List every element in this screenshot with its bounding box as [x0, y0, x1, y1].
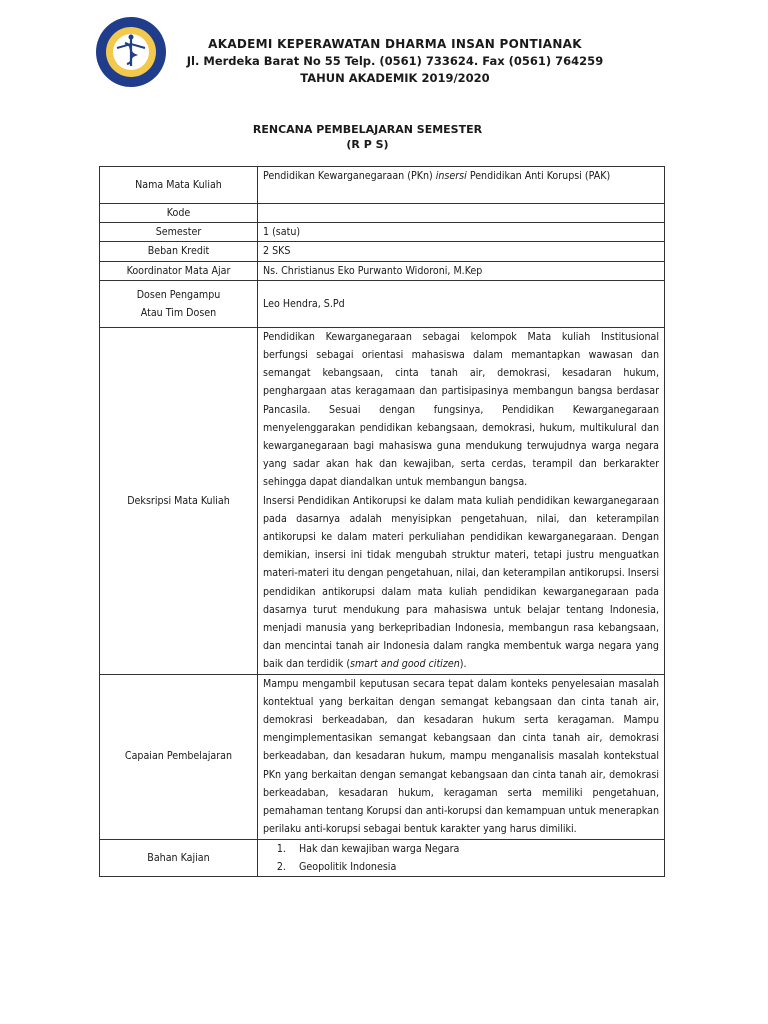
value-bahan-kajian [258, 839, 665, 876]
value-deskripsi [258, 327, 665, 674]
row-deskripsi [100, 327, 665, 674]
course-name-part-1: Pendidikan Kewarganegaraan (PKn) [263, 170, 436, 182]
value-capaian: Mampu mengambil keputusan secara tepat dalam konteks penyelesaian masalah kontektual yang berkaitan dengan semangat kebangsaan dan cinta tanah air, demokrasi berkeadaban, dan kesadaran hukum serta keragaman. Mampu mengimplementasikan semangat kebangsaan dan cinta tanah air, demokrasi berkeadaban, dan kesadaran hukum, mampu menganalisis masalah kontekstual PKn yang berkaitan dengan semangat kebangsaan dan cinta tanah air, demokrasi berkeadaban, kesadaran hukum, keragaman serta memiliki pengetahuan, pemahaman tentang Korupsi dan anti-korupsi dan kemampuan untuk menerapkan perilaku anti-korupsi sebagai bentuk karakter yang harus dimiliki. [258, 674, 665, 839]
row-nama-mata-kuliah [100, 167, 665, 204]
row-beban-kredit [100, 242, 665, 261]
row-dosen-pengampu [100, 280, 665, 327]
label-dosen-pengampu [100, 280, 258, 327]
rps-table [99, 166, 665, 877]
deskripsi-paragraph-1: Pendidikan Kewarganegaraan sebagai kelompok Mata kuliah Institusional berfungsi sebagai orientasi mahasiswa dalam memantapkan wawasan dan semangat kebangsaan, cinta tanah air, demokrasi, kesadaran hukum, penghargaan atas keragamaan dan partisipasinya membangun bangsa berdasar Pancasila. Sesuai dengan fungsinya, Pendidikan Kewarganegaraan menyelenggarakan pendidikan kebangsaan, demokrasi, hukum, multikulural dan kewarganegaraan bagi mahasiswa guna mendukung terwujudnya warga negara yang sadar akan hak dan kewajiban, serta cerdas, terampil dan berkarakter sehingga dapat diandalkan untuk membangun bangsa. [263, 330, 659, 489]
value-nama-mata-kuliah [258, 167, 665, 204]
list-item: 2. Geopolitik Indonesia [289, 858, 659, 876]
course-name-part-2: Pendidikan Anti Korupsi (PAK) [466, 170, 611, 182]
deskripsi-p2-end: ). [459, 658, 467, 671]
label-dosen-line-2: Atau Tim Dosen [140, 306, 217, 319]
label-koordinator: Koordinator Mata Ajar [100, 261, 258, 280]
letterhead [180, 36, 610, 87]
deskripsi-p2-emphasis: smart and good citizen [350, 658, 460, 671]
deskripsi-p2-text: Insersi Pendidikan Antikorupsi ke dalam mata kuliah pendidikan kewarganegaraan pada dasarnya adalah menyisipkan pengetahuan, nilai, dan keterampilan antikorupsi ke dalam materi perkuliahan pendidikan kewarganegaraan. Dengan demikian, insersi ini tidak mengubah struktur materi, tetapi justru menguatkan materi-materi itu dengan pengetahuan, nilai, dan keterampilan antikorupsi. Insersi pendidikan antikorupsi dalam mata kuliah pendidikan kewarganegaraan pada dasarnya turut mendukung para mahasiswa untuk belajar tentang Indonesia, menjadi manusia yang berkepribadian Indonesia, membangun rasa kebangsaan, dan mencintai tanah air Indonesia dalam rangka membentuk warga negara yang baik dan terdidik ( [263, 494, 659, 671]
label-capaian: Capaian Pembelajaran [100, 674, 258, 839]
title-line-1: RENCANA PEMBELAJARAN SEMESTER [252, 123, 483, 136]
label-deskripsi: Deksripsi Mata Kuliah [100, 327, 258, 674]
institution-address: Jl. Merdeka Barat No 55 Telp. (0561) 733624. Fax (0561) 764259 [186, 54, 604, 68]
value-kode [258, 204, 665, 223]
institution-name: AKADEMI KEPERAWATAN DHARMA INSAN PONTIANAK [208, 37, 582, 51]
label-dosen-line-1: Dosen Pengampu [136, 288, 221, 301]
title-line-2: (R P S) [346, 138, 389, 151]
label-bahan-kajian: Bahan Kajian [100, 839, 258, 876]
row-capaian [100, 674, 665, 839]
course-name-emphasis: insersi [435, 170, 467, 182]
value-beban-kredit: 2 SKS [258, 242, 665, 261]
label-semester: Semester [100, 223, 258, 242]
document-title [180, 122, 555, 152]
value-koordinator: Ns. Christianus Eko Purwanto Widoroni, M.Kep [258, 261, 665, 280]
row-kode [100, 204, 665, 223]
list-item: 1. Hak dan kewajiban warga Negara [289, 840, 659, 858]
row-bahan-kajian [100, 839, 665, 876]
label-nama-mata-kuliah: Nama Mata Kuliah [100, 167, 258, 204]
academic-year: TAHUN AKADEMIK 2019/2020 [300, 71, 490, 85]
institution-seal-icon [95, 16, 167, 88]
row-koordinator [100, 261, 665, 280]
value-dosen-pengampu: Leo Hendra, S.Pd [258, 280, 665, 327]
row-semester [100, 223, 665, 242]
label-kode: Kode [100, 204, 258, 223]
label-beban-kredit: Beban Kredit [100, 242, 258, 261]
bahan-kajian-list [263, 840, 659, 876]
value-semester: 1 (satu) [258, 223, 665, 242]
deskripsi-paragraph-2 [263, 492, 659, 674]
